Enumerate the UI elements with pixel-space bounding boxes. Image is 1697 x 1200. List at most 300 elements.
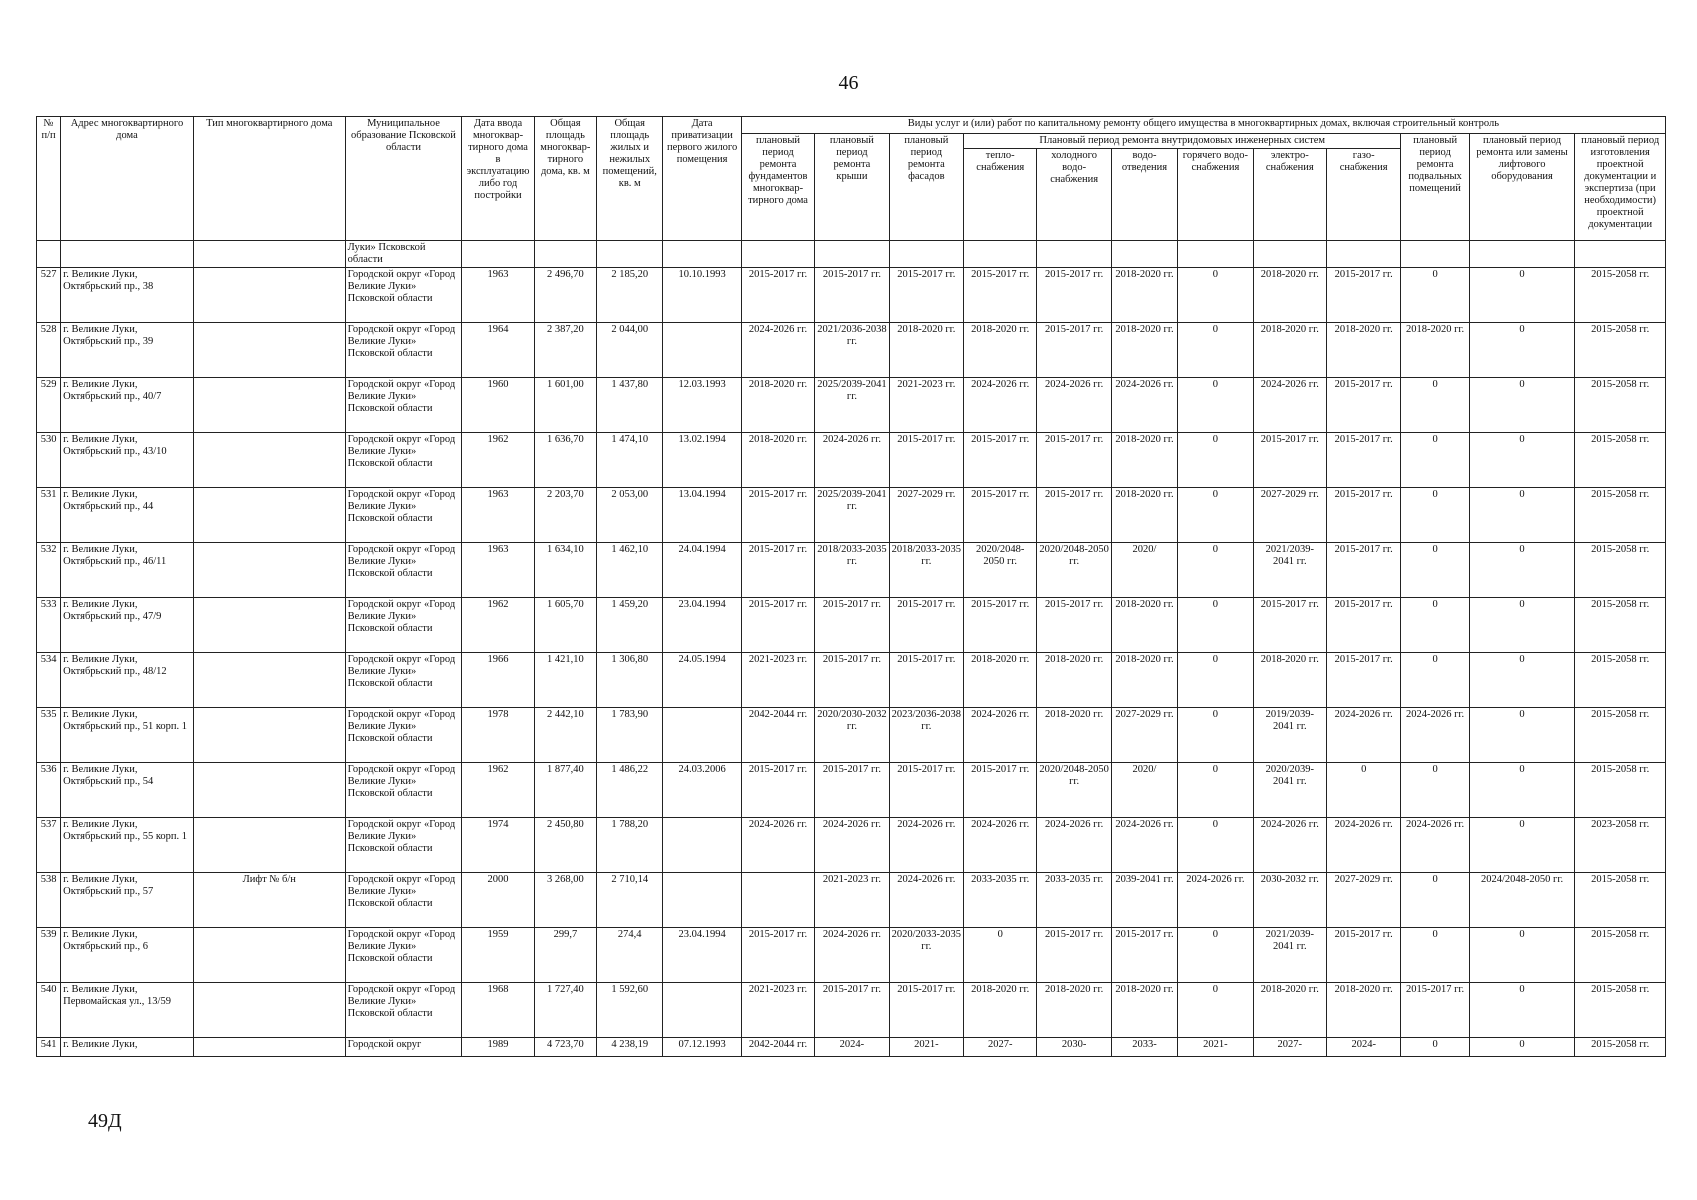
cell-elevator: 0 (1469, 433, 1575, 488)
cell-hot: 0 (1178, 378, 1253, 433)
cell-elevator: 0 (1469, 818, 1575, 873)
cell-basement: 0 (1401, 873, 1469, 928)
cell-priv (663, 323, 741, 378)
table-row (37, 1038, 1666, 1057)
cell-heating: 2015-2017 гг. (964, 268, 1037, 323)
cell-num: 535 (37, 708, 61, 763)
table-row (37, 873, 1666, 928)
cell-num: 537 (37, 818, 61, 873)
cell-total: 3 268,00 (534, 873, 596, 928)
cell-heating: 2015-2017 гг. (964, 598, 1037, 653)
cell-num: 541 (37, 1038, 61, 1057)
cell-design: 2015-2058 гг. (1575, 928, 1666, 983)
cell-living: 1 474,10 (597, 433, 663, 488)
cell-basement: 2018-2020 гг. (1401, 323, 1469, 378)
cell-year: 1962 (462, 598, 534, 653)
header-elevator: плановый период ремонта или замены лифтового оборудования (1469, 134, 1575, 241)
cell-gas: 2027-2029 гг. (1326, 873, 1400, 928)
cell-cold: 2018-2020 гг. (1037, 653, 1111, 708)
cell-priv: 24.03.2006 (663, 763, 741, 818)
cell-design: 2015-2058 гг. (1575, 543, 1666, 598)
cell-elevator: 0 (1469, 488, 1575, 543)
cell-living: 2 053,00 (597, 488, 663, 543)
header-municipality: Муниципальное образование Псковской области (345, 117, 462, 241)
cell-gas: 2015-2017 гг. (1326, 543, 1400, 598)
cell-elec: 2027- (1253, 1038, 1326, 1057)
cell-total: 1 601,00 (534, 378, 596, 433)
cell-total: 1 605,70 (534, 598, 596, 653)
cell-type (193, 488, 345, 543)
cell-design: 2015-2058 гг. (1575, 763, 1666, 818)
cell-elec: 2015-2017 гг. (1253, 433, 1326, 488)
header-cold-water: холодного водо-снабжения (1037, 149, 1111, 241)
cell-sewer: 2015-2017 гг. (1111, 928, 1177, 983)
cell-hot: 0 (1178, 268, 1253, 323)
header-heating: тепло-снабжения (964, 149, 1037, 241)
cell-roof: 2024- (815, 1038, 889, 1057)
cell-living: 1 788,20 (597, 818, 663, 873)
cell-gas: 2015-2017 гг. (1326, 433, 1400, 488)
cell-basement: 0 (1401, 653, 1469, 708)
cell-design: 2015-2058 гг. (1575, 873, 1666, 928)
cell-elevator: 0 (1469, 598, 1575, 653)
cell-priv: 23.04.1994 (663, 928, 741, 983)
cell-sewer: 2027-2029 гг. (1111, 708, 1177, 763)
cell-foundation: 2018-2020 гг. (741, 433, 814, 488)
cell-type (193, 268, 345, 323)
cell-total: 1 727,40 (534, 983, 596, 1038)
cell-cold: 2024-2026 гг. (1037, 818, 1111, 873)
cell-design: 2023-2058 гг. (1575, 818, 1666, 873)
cell-address: г. Великие Луки, Октябрьский пр., 55 корп. 1 (61, 818, 194, 873)
cell-elec: 2030-2032 гг. (1253, 873, 1326, 928)
cell-hot: 0 (1178, 543, 1253, 598)
cell-design: 2015-2058 гг. (1575, 268, 1666, 323)
cell-type (193, 708, 345, 763)
cell-gas: 2015-2017 гг. (1326, 653, 1400, 708)
cell-priv (663, 873, 741, 928)
cell-address: г. Великие Луки, Октябрьский пр., 46/11 (61, 543, 194, 598)
cell-cold: 2015-2017 гг. (1037, 433, 1111, 488)
cell-type (193, 763, 345, 818)
cell-hot: 0 (1178, 488, 1253, 543)
cell-year: 1963 (462, 268, 534, 323)
cell-heating: 0 (964, 928, 1037, 983)
header-foundation: плановый период ремонта фундаментов многоквар-тирного дома (741, 134, 814, 241)
table-row (37, 818, 1666, 873)
header-sewerage: водо-отведения (1111, 149, 1177, 241)
cell-basement: 2024-2026 гг. (1401, 818, 1469, 873)
cell-cold: 2033-2035 гг. (1037, 873, 1111, 928)
cell-elec: 2020/2039-2041 гг. (1253, 763, 1326, 818)
header-privatization-date: Дата приватизации первого жилого помещения (663, 117, 741, 241)
cell-design: 2015-2058 гг. (1575, 653, 1666, 708)
capital-repair-table (36, 116, 1666, 1057)
cell-cold: 2020/2048-2050 гг. (1037, 763, 1111, 818)
cell-sewer: 2039-2041 гг. (1111, 873, 1177, 928)
cell-hot: 0 (1178, 928, 1253, 983)
cell-design: 2015-2058 гг. (1575, 598, 1666, 653)
cell-elec: 2024-2026 гг. (1253, 818, 1326, 873)
cell-priv: 07.12.1993 (663, 1038, 741, 1057)
cell-cold: 2030- (1037, 1038, 1111, 1057)
cell-foundation: 2015-2017 гг. (741, 488, 814, 543)
cell-cold: 2015-2017 гг. (1037, 323, 1111, 378)
cell-total: 1 636,70 (534, 433, 596, 488)
cell-hot: 0 (1178, 983, 1253, 1038)
cell-municipality: Городской округ «Город Великие Луки» Псковской области (345, 763, 462, 818)
cell-cold: 2020/2048-2050 гг. (1037, 543, 1111, 598)
cell-year: 1964 (462, 323, 534, 378)
cell-gas: 2024-2026 гг. (1326, 708, 1400, 763)
cell-cold: 2015-2017 гг. (1037, 928, 1111, 983)
cell-living: 2 044,00 (597, 323, 663, 378)
cell-basement: 2015-2017 гг. (1401, 983, 1469, 1038)
cell-hot: 2021- (1178, 1038, 1253, 1057)
cell-hot: 0 (1178, 433, 1253, 488)
header-total-area: Общая площадь многоквар-тирного дома, кв. м (534, 117, 596, 241)
cell-address: г. Великие Луки, Первомайская ул., 13/59 (61, 983, 194, 1038)
cell-foundation: 2015-2017 гг. (741, 598, 814, 653)
cell-elevator: 0 (1469, 763, 1575, 818)
cell-num: 539 (37, 928, 61, 983)
header-commission-date: Дата ввода многоквар-тирного дома в эксплуатацию либо год постройки (462, 117, 534, 241)
cell-total: 1 421,10 (534, 653, 596, 708)
cell-year: 2000 (462, 873, 534, 928)
cell-address: г. Великие Луки, Октябрьский пр., 38 (61, 268, 194, 323)
cell-roof: 2018/2033-2035 гг. (815, 543, 889, 598)
cell-priv: 24.04.1994 (663, 543, 741, 598)
cell-cold: 2018-2020 гг. (1037, 708, 1111, 763)
cell-living: 1 486,22 (597, 763, 663, 818)
header-facade: плановый период ремонта фасадов (889, 134, 963, 241)
cell-elevator: 0 (1469, 983, 1575, 1038)
cell-heating: 2033-2035 гг. (964, 873, 1037, 928)
cell-municipality: Городской округ «Город Великие Луки» Псковской области (345, 543, 462, 598)
cell-year: 1974 (462, 818, 534, 873)
cell-municipality: Городской округ «Город Великие Луки» Псковской области (345, 873, 462, 928)
table-row (37, 268, 1666, 323)
cell-elec: 2018-2020 гг. (1253, 323, 1326, 378)
cell-address: г. Великие Луки, Октябрьский пр., 57 (61, 873, 194, 928)
cell-year: 1959 (462, 928, 534, 983)
cell-type (193, 598, 345, 653)
cell-foundation: 2021-2023 гг. (741, 983, 814, 1038)
cell-priv: 23.04.1994 (663, 598, 741, 653)
cell-year: 1968 (462, 983, 534, 1038)
cell-municipality: Городской округ «Город Великие Луки» Псковской области (345, 323, 462, 378)
cell-heating: 2018-2020 гг. (964, 983, 1037, 1038)
cell-roof: 2024-2026 гг. (815, 433, 889, 488)
cell-total: 2 387,20 (534, 323, 596, 378)
cell-roof: 2020/2030-2032 гг. (815, 708, 889, 763)
cell-gas: 0 (1326, 763, 1400, 818)
cell-facade: 2015-2017 гг. (889, 598, 963, 653)
cell-heating: 2024-2026 гг. (964, 378, 1037, 433)
cell-sewer: 2018-2020 гг. (1111, 433, 1177, 488)
cell-priv: 13.04.1994 (663, 488, 741, 543)
cell-hot: 0 (1178, 653, 1253, 708)
header-electricity: электро-снабжения (1253, 149, 1326, 241)
cell-living: 4 238,19 (597, 1038, 663, 1057)
table-row (37, 323, 1666, 378)
cell-municipality: Городской округ «Город Великие Луки» Псковской области (345, 653, 462, 708)
cell-address: г. Великие Луки, Октябрьский пр., 54 (61, 763, 194, 818)
cell-elec: 2018-2020 гг. (1253, 653, 1326, 708)
cell-elevator: 0 (1469, 543, 1575, 598)
cell-foundation (741, 873, 814, 928)
cell-living: 1 592,60 (597, 983, 663, 1038)
cell-heating: 2015-2017 гг. (964, 763, 1037, 818)
header-roof: плановый период ремонта крыши (815, 134, 889, 241)
cell-gas: 2018-2020 гг. (1326, 323, 1400, 378)
cell-address: г. Великие Луки, Октябрьский пр., 48/12 (61, 653, 194, 708)
header-num: № п/п (37, 117, 61, 241)
header-basement: плановый период ремонта подвальных помещений (1401, 134, 1469, 241)
cell-hot: 0 (1178, 598, 1253, 653)
cell-elec: 2018-2020 гг. (1253, 983, 1326, 1038)
cell-type (193, 983, 345, 1038)
cell-municipality: Городской округ (345, 1038, 462, 1057)
cell-gas: 2015-2017 гг. (1326, 928, 1400, 983)
cell-municipality: Городской округ «Город Великие Луки» Псковской области (345, 488, 462, 543)
cell-address: г. Великие Луки, Октябрьский пр., 6 (61, 928, 194, 983)
cell-roof: 2025/2039-2041 гг. (815, 378, 889, 433)
cell-living: 1 437,80 (597, 378, 663, 433)
cell-foundation: 2015-2017 гг. (741, 928, 814, 983)
cell-heating: 2018-2020 гг. (964, 323, 1037, 378)
cell-year: 1962 (462, 763, 534, 818)
cell-foundation: 2024-2026 гг. (741, 818, 814, 873)
cell-heating: 2015-2017 гг. (964, 433, 1037, 488)
cell-heating: 2018-2020 гг. (964, 653, 1037, 708)
cell-sewer: 2018-2020 гг. (1111, 323, 1177, 378)
cell-sewer: 2020/ (1111, 543, 1177, 598)
table-row (37, 378, 1666, 433)
footer-code: 49Д (88, 1110, 122, 1132)
table-row (37, 928, 1666, 983)
cell-facade: 2015-2017 гг. (889, 653, 963, 708)
cell-roof: 2021-2023 гг. (815, 873, 889, 928)
cell-sewer: 2018-2020 гг. (1111, 488, 1177, 543)
cell-facade: 2015-2017 гг. (889, 268, 963, 323)
cell-sewer: 2018-2020 гг. (1111, 598, 1177, 653)
cell-municipality: Городской округ «Город Великие Луки» Псковской области (345, 708, 462, 763)
cell-living: 2 185,20 (597, 268, 663, 323)
cell-type (193, 378, 345, 433)
cell-elevator: 0 (1469, 378, 1575, 433)
cell-hot: 0 (1178, 763, 1253, 818)
cell-sewer: 2018-2020 гг. (1111, 268, 1177, 323)
cell-heating: 2015-2017 гг. (964, 488, 1037, 543)
cell-design: 2015-2058 гг. (1575, 433, 1666, 488)
cell-elec: 2015-2017 гг. (1253, 598, 1326, 653)
cell-facade: 2024-2026 гг. (889, 873, 963, 928)
cell-foundation: 2042-2044 гг. (741, 1038, 814, 1057)
cell-address: г. Великие Луки, (61, 1038, 194, 1057)
cell-total: 1 634,10 (534, 543, 596, 598)
cell-roof: 2021/2036-2038 гг. (815, 323, 889, 378)
header-residential-area: Общая площадь жилых и нежилых помещений, кв. м (597, 117, 663, 241)
cell-facade: 2021-2023 гг. (889, 378, 963, 433)
cell-hot: 0 (1178, 323, 1253, 378)
cell-type (193, 818, 345, 873)
table-row (37, 488, 1666, 543)
cell-foundation: 2024-2026 гг. (741, 323, 814, 378)
cell-foundation: 2015-2017 гг. (741, 268, 814, 323)
cell-foundation: 2015-2017 гг. (741, 763, 814, 818)
cell-num: 531 (37, 488, 61, 543)
cell-basement: 2024-2026 гг. (1401, 708, 1469, 763)
cell-address: г. Великие Луки, Октябрьский пр., 51 корп. 1 (61, 708, 194, 763)
cell-elevator: 0 (1469, 1038, 1575, 1057)
cell-total: 299,7 (534, 928, 596, 983)
cell-municipality: Городской округ «Город Великие Луки» Псковской области (345, 268, 462, 323)
cell-roof: 2015-2017 гг. (815, 653, 889, 708)
cell-cold: 2015-2017 гг. (1037, 598, 1111, 653)
cell-roof: 2024-2026 гг. (815, 928, 889, 983)
cell-facade: 2015-2017 гг. (889, 433, 963, 488)
cell-sewer: 2024-2026 гг. (1111, 818, 1177, 873)
cell-elec: 2027-2029 гг. (1253, 488, 1326, 543)
cell-address: г. Великие Луки, Октябрьский пр., 47/9 (61, 598, 194, 653)
cell-sewer: 2033- (1111, 1038, 1177, 1057)
cell-gas: 2015-2017 гг. (1326, 268, 1400, 323)
cell-sewer: 2024-2026 гг. (1111, 378, 1177, 433)
cell-elec: 2019/2039-2041 гг. (1253, 708, 1326, 763)
cell-priv (663, 983, 741, 1038)
cell-living: 1 306,80 (597, 653, 663, 708)
cell-type (193, 1038, 345, 1057)
cell-heating: 2024-2026 гг. (964, 708, 1037, 763)
cell-num: 529 (37, 378, 61, 433)
cell-gas: 2015-2017 гг. (1326, 488, 1400, 543)
cell-facade: 2024-2026 гг. (889, 818, 963, 873)
header-design: плановый период изготовления проектной документации и экспертиза (при необходимости) проектной документации (1575, 134, 1666, 241)
cell-type (193, 928, 345, 983)
cell-basement: 0 (1401, 763, 1469, 818)
cell-num: 528 (37, 323, 61, 378)
cell-cold: 2015-2017 гг. (1037, 268, 1111, 323)
cell-municipality: Городской округ «Город Великие Луки» Псковской области (345, 928, 462, 983)
table-row (37, 598, 1666, 653)
cell-year: 1978 (462, 708, 534, 763)
cell-year: 1963 (462, 488, 534, 543)
cell-facade: 2021- (889, 1038, 963, 1057)
cell-total: 2 442,10 (534, 708, 596, 763)
cell-elec: 2021/2039-2041 гг. (1253, 543, 1326, 598)
cell-priv: 24.05.1994 (663, 653, 741, 708)
cell-gas: 2015-2017 гг. (1326, 378, 1400, 433)
cell-year: 1962 (462, 433, 534, 488)
cell-num: 540 (37, 983, 61, 1038)
cell-priv: 13.02.1994 (663, 433, 741, 488)
header-works-group: Виды услуг и (или) работ по капитальному ремонту общего имущества в многоквартирных домах, включая строительный контроль (741, 117, 1665, 134)
header-engineering-group: Плановый период ремонта внутридомовых инженерных систем (964, 134, 1401, 149)
cell-design: 2015-2058 гг. (1575, 708, 1666, 763)
cell-foundation: 2021-2023 гг. (741, 653, 814, 708)
cell-hot: 0 (1178, 708, 1253, 763)
table-row (37, 543, 1666, 598)
continuation-row (37, 241, 1666, 268)
cell-living: 1 462,10 (597, 543, 663, 598)
cell-municipality: Городской округ «Город Великие Луки» Псковской области (345, 983, 462, 1038)
cell-type: Лифт № б/н (193, 873, 345, 928)
cell-num: 536 (37, 763, 61, 818)
cell-roof: 2024-2026 гг. (815, 818, 889, 873)
cell-address: г. Великие Луки, Октябрьский пр., 44 (61, 488, 194, 543)
table-row (37, 983, 1666, 1038)
cell-design: 2015-2058 гг. (1575, 323, 1666, 378)
cell-num: 534 (37, 653, 61, 708)
cell-living: 1 783,90 (597, 708, 663, 763)
cell-num: 533 (37, 598, 61, 653)
cell-living: 2 710,14 (597, 873, 663, 928)
cell-year: 1966 (462, 653, 534, 708)
cell-facade: 2018/2033-2035 гг. (889, 543, 963, 598)
cell-gas: 2024- (1326, 1038, 1400, 1057)
cell-elevator: 0 (1469, 323, 1575, 378)
cell-design: 2015-2058 гг. (1575, 488, 1666, 543)
cell-foundation: 2015-2017 гг. (741, 543, 814, 598)
cell-elevator: 0 (1469, 653, 1575, 708)
cell-num: 530 (37, 433, 61, 488)
cell-heating: 2024-2026 гг. (964, 818, 1037, 873)
table-row (37, 708, 1666, 763)
cell-cold: 2015-2017 гг. (1037, 488, 1111, 543)
cell-facade: 2027-2029 гг. (889, 488, 963, 543)
cell-elec: 2018-2020 гг. (1253, 268, 1326, 323)
cell-total: 2 203,70 (534, 488, 596, 543)
cell-basement: 0 (1401, 268, 1469, 323)
cell-total: 4 723,70 (534, 1038, 596, 1057)
cell-municipality: Луки» Псковской области (345, 241, 462, 268)
cell-basement: 0 (1401, 488, 1469, 543)
cell-heating: 2027- (964, 1038, 1037, 1057)
cell-basement: 0 (1401, 928, 1469, 983)
cell-total: 2 496,70 (534, 268, 596, 323)
cell-living: 1 459,20 (597, 598, 663, 653)
cell-year: 1963 (462, 543, 534, 598)
cell-priv: 10.10.1993 (663, 268, 741, 323)
cell-basement: 0 (1401, 1038, 1469, 1057)
cell-design: 2015-2058 гг. (1575, 378, 1666, 433)
cell-elevator: 0 (1469, 708, 1575, 763)
cell-sewer: 2020/ (1111, 763, 1177, 818)
table-row (37, 653, 1666, 708)
cell-municipality: Городской округ «Город Великие Луки» Псковской области (345, 598, 462, 653)
cell-total: 2 450,80 (534, 818, 596, 873)
cell-gas: 2024-2026 гг. (1326, 818, 1400, 873)
cell-cold: 2024-2026 гг. (1037, 378, 1111, 433)
cell-total: 1 877,40 (534, 763, 596, 818)
cell-gas: 2015-2017 гг. (1326, 598, 1400, 653)
cell-roof: 2015-2017 гг. (815, 983, 889, 1038)
cell-basement: 0 (1401, 543, 1469, 598)
cell-roof: 2015-2017 гг. (815, 598, 889, 653)
cell-roof: 2015-2017 гг. (815, 268, 889, 323)
cell-facade: 2020/2033-2035 гг. (889, 928, 963, 983)
cell-facade: 2015-2017 гг. (889, 983, 963, 1038)
header-gas: газо-снабжения (1326, 149, 1400, 241)
header-house-type: Тип многоквартирного дома (193, 117, 345, 241)
table-row (37, 763, 1666, 818)
cell-hot: 0 (1178, 818, 1253, 873)
cell-living: 274,4 (597, 928, 663, 983)
cell-design: 2015-2058 гг. (1575, 1038, 1666, 1057)
cell-sewer: 2018-2020 гг. (1111, 983, 1177, 1038)
cell-gas: 2018-2020 гг. (1326, 983, 1400, 1038)
